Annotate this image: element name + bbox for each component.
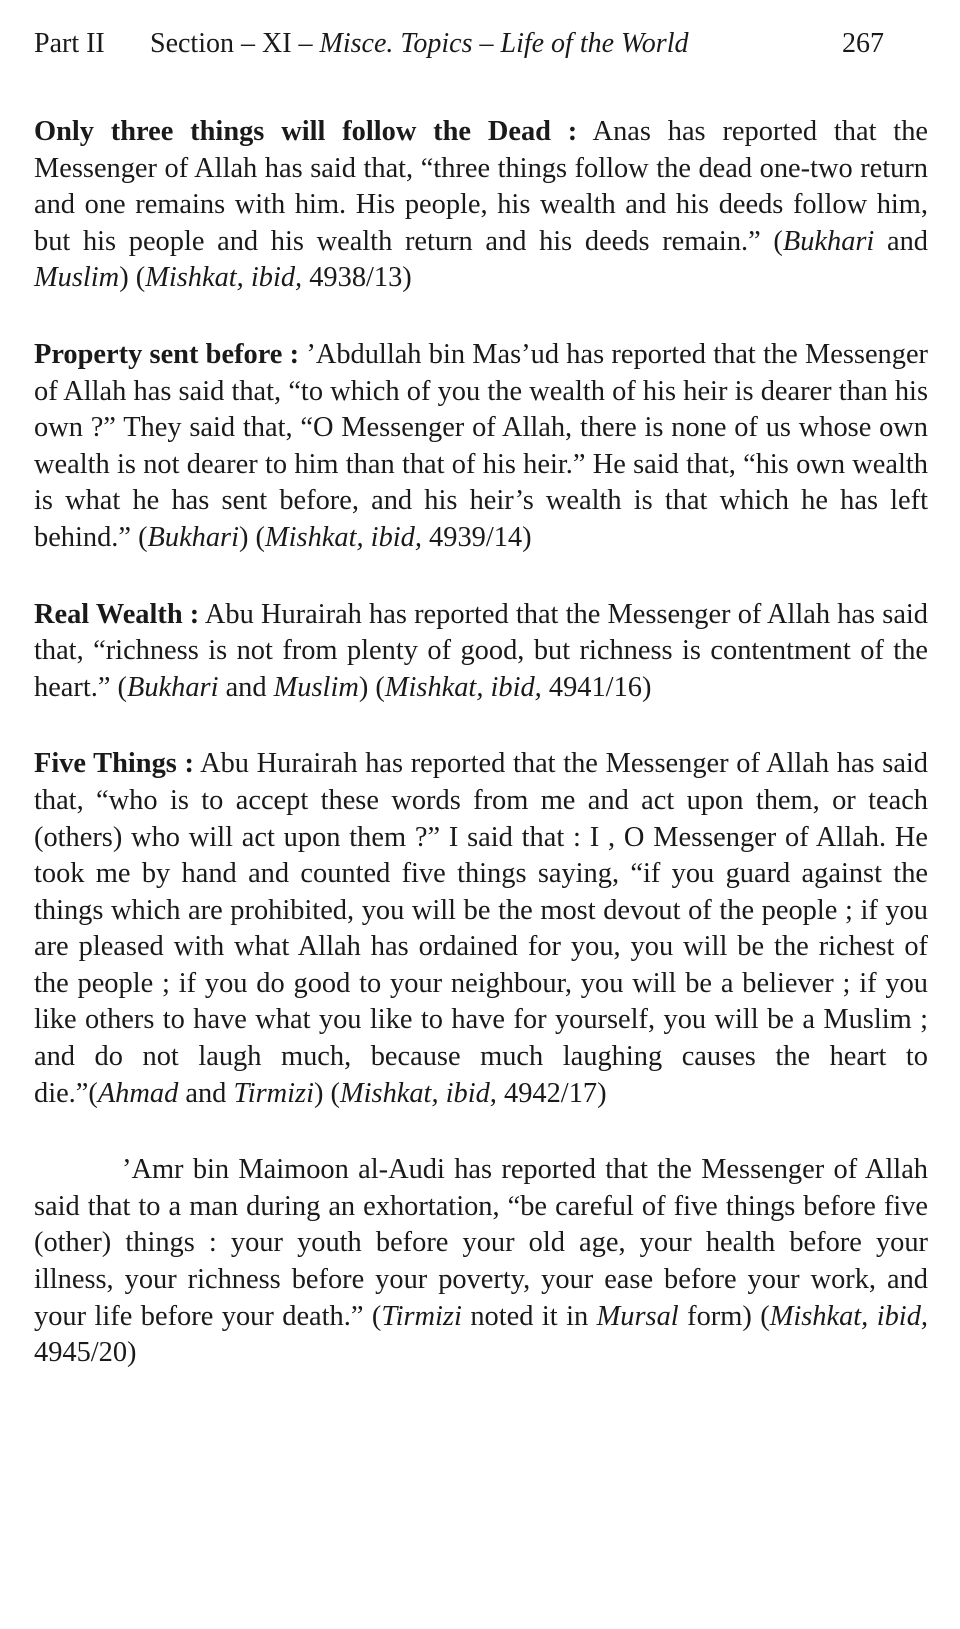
source-name: Muslim [273,671,359,703]
paragraph-amr-bin-maimoon [34,1152,928,1372]
reference-name: Mishkat, ibid, [384,671,542,703]
source-name: Bukhari [147,521,239,553]
reference-name: Mishkat, ibid, [265,521,422,553]
source-joiner: ) ( [358,671,385,703]
header-section [150,24,688,64]
reference-number: 4942/17) [496,1077,607,1109]
source-name: Bukhari [782,225,875,257]
header-section-prefix: Section – XI – [150,28,320,59]
source-name: Tirmizi [381,1300,462,1332]
source-joiner: ) ( [119,262,146,294]
running-header [34,24,930,64]
paragraph-heading: Real Wealth : [34,598,200,630]
source-joiner: form) ( [678,1300,770,1332]
paragraph-property-sent-before [34,337,928,557]
paragraph-heading: Property sent before : [34,338,300,370]
reference-number: 4941/16) [541,671,652,703]
reference-name: Mishkat, ibid, [769,1300,928,1332]
page-number: 267 [842,28,884,59]
reference-name: Mishkat, ibid, [145,262,303,294]
paragraph-heading: Only three things will follow the Dead : [34,116,578,147]
source-joiner: ) ( [239,521,266,553]
paragraph-text: ’Amr bin Maimoon al-Audi has reported that the Messenger of Allah said that to a man during an exhortation, “be careful of five things before five (other) things : your youth before your old age, your health before your illness, your richness before your poverty, your ease before your work, and your life before your death.” ( [34,1154,928,1332]
source-name: Ahmad [97,1077,179,1109]
book-page [34,24,930,1412]
source-joiner: noted it in [461,1300,597,1332]
source-joiner: and [218,671,274,703]
reference-number: 4938/13) [302,262,412,294]
paragraph-text: Anas has reported that the Messenger of Allah has said that, “three things follow the dead one-two return and one remains with him. His people, his wealth and his deeds follow him, but his people and his wealth return and his deeds remain.” ( [34,116,928,257]
source-name: Bukhari [127,671,219,703]
source-name: Tirmizi [233,1077,314,1109]
reference-number: 4939/14) [421,521,532,553]
source-joiner: ) ( [313,1077,340,1109]
paragraph-text: ’Abdullah bin Mas’ud has reported that the Messenger of Allah has said that, “to which of you the wealth of his heir is dearer than his own ?” They said that, “O Messenger of Allah, there is none of us whose own wealth is not dearer to him than that of his heir.” He said that, “his own wealth is what he has sent before, and his heir’s wealth is that which he has left behind.” ( [34,338,928,553]
reference-name: Mishkat, ibid, [339,1077,497,1109]
paragraph-heading: Five Things : [34,748,194,780]
paragraph-three-things [34,114,928,297]
source-joiner: and [874,225,928,257]
paragraph-text: Abu Hurairah has reported that the Messenger of Allah has said that, “richness is not from plenty of good, but richness is contentment of the heart.” ( [34,598,928,703]
paragraph-five-things [34,746,928,1112]
header-part: Part II [34,28,105,59]
source-joiner: and [178,1077,234,1109]
source-form: Mursal [596,1300,679,1332]
paragraph-real-wealth [34,597,928,707]
reference-number: 4945/20) [34,1337,137,1369]
header-section-title: Misce. Topics – Life of the World [319,28,689,59]
source-name: Muslim [34,262,120,294]
paragraph-text: Abu Hurairah has reported that the Messenger of Allah has said that, “who is to accept these words from me and act upon them, or teach (others) who will act upon them ?” I said that : I , O Messenger of Allah. He took me by hand and counted five things saying, “if you guard against the things which are prohibited, you will be the most devout of the people ; if you are pleased with what Allah has ordained for you, you will be the richest of the people ; if you do good to your neighbour, you will be a believer ; if you like others to have what you like to have for yourself, you will be a Muslim ; and do not laugh much, because much laughing causes the heart to die.”( [34,748,929,1109]
